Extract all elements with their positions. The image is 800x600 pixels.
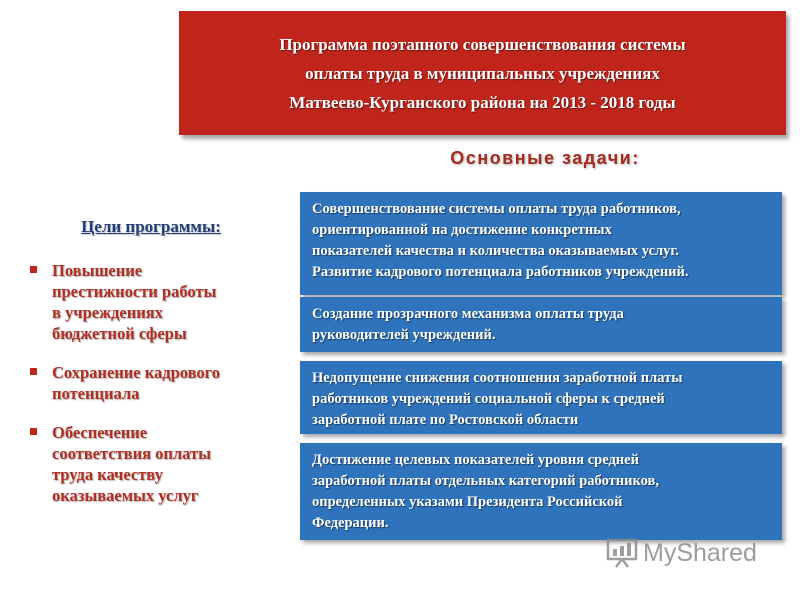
square-bullet-icon <box>30 428 37 435</box>
task-line: Достижение целевых показателей уровня средней <box>312 452 639 468</box>
goal-line: бюджетной сферы <box>52 324 187 343</box>
task-line: Недопущение снижения соотношения заработной платы <box>312 370 683 386</box>
chart-presentation-icon <box>606 538 638 568</box>
task-line: работников учреждений социальной сферы к средней <box>312 391 665 407</box>
watermark-text: MyShared <box>643 538 757 567</box>
goal-line: соответствия оплаты <box>52 444 211 463</box>
goal-line: Сохранение кадрового <box>52 363 220 382</box>
square-bullet-icon <box>30 368 37 375</box>
goal-item-personnel <box>30 362 275 404</box>
task-line: Развитие кадрового потенциала работников учреждений. <box>312 264 689 280</box>
goal-line: престижности работы <box>52 282 217 301</box>
task-line: заработной плате по Ростовской области <box>312 412 579 428</box>
task-line: Совершенствование системы оплаты труда работников, <box>312 201 681 217</box>
task-line: Создание прозрачного механизма оплаты труда <box>312 306 624 322</box>
task-box-salary-ratio <box>300 361 782 434</box>
goal-line: Повышение <box>52 261 143 280</box>
task-box-target-indicators <box>300 443 782 540</box>
program-title-line-1: Программа поэтапного совершенствования системы <box>279 34 686 54</box>
task-box-transparent-mechanism <box>300 297 782 352</box>
goal-line: оказываемых услуг <box>52 486 199 505</box>
goal-line: потенциала <box>52 384 140 403</box>
myshared-watermark <box>606 538 757 568</box>
program-goals-list <box>30 260 275 524</box>
task-line: ориентированной на достижение конкретных <box>312 222 612 238</box>
task-line: определенных указами Президента Российской <box>312 494 623 510</box>
task-line: руководителей учреждений. <box>312 327 496 343</box>
task-box-pay-system <box>300 192 782 295</box>
goal-line: в учреждениях <box>52 303 163 322</box>
goal-item-prestige <box>30 260 275 344</box>
task-line: показателей качества и количества оказываемых услуг. <box>312 243 679 259</box>
goal-line: труда качеству <box>52 465 163 484</box>
task-line: заработной платы отдельных категорий работников, <box>312 473 659 489</box>
program-goals-heading: Цели программы: <box>81 217 221 236</box>
square-bullet-icon <box>30 266 37 273</box>
main-tasks-heading: Основные задачи: <box>450 148 640 168</box>
goal-line: Обеспечение <box>52 423 148 442</box>
program-title-banner <box>179 11 786 135</box>
program-title-line-3: Матвеево-Курганского района на 2013 - 2018 годы <box>289 92 676 112</box>
goal-item-pay-quality <box>30 422 275 506</box>
program-title-line-2: оплаты труда в муниципальных учреждениях <box>305 63 660 83</box>
task-line: Федерации. <box>312 515 389 531</box>
